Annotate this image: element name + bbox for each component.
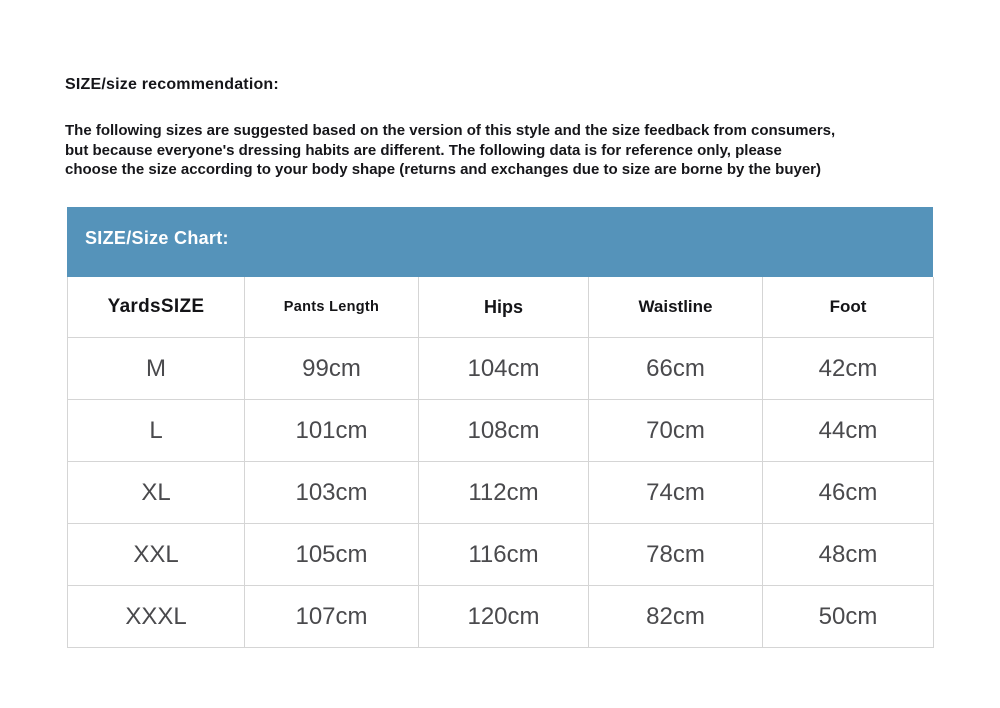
- waistline-cell: 66cm: [589, 338, 763, 400]
- waistline-cell: 74cm: [589, 462, 763, 524]
- hips-cell: 104cm: [419, 338, 589, 400]
- size-cell: M: [68, 338, 245, 400]
- waistline-cell: 78cm: [589, 524, 763, 586]
- size-cell: XXL: [68, 524, 245, 586]
- hips-cell: 120cm: [419, 586, 589, 648]
- size-recommendation-paragraph: [65, 121, 835, 180]
- pants-length-cell: 105cm: [245, 524, 419, 586]
- table-row-xxxl: [68, 586, 934, 648]
- size-chart-banner: [67, 207, 933, 277]
- column-header-waistline: Waistline: [589, 277, 763, 338]
- foot-cell: 42cm: [763, 338, 934, 400]
- hips-cell: 112cm: [419, 462, 589, 524]
- recommendation-line-1: The following sizes are suggested based on the version of this style and the size feedback from consumers,: [65, 122, 836, 139]
- size-chart-banner-title: SIZE/Size Chart:: [85, 228, 229, 248]
- foot-cell: 48cm: [763, 524, 934, 586]
- waistline-cell: 70cm: [589, 400, 763, 462]
- table-row-xxl: [68, 524, 934, 586]
- foot-cell: 44cm: [763, 400, 934, 462]
- size-cell: XXXL: [68, 586, 245, 648]
- size-cell: L: [68, 400, 245, 462]
- table-row-xl: [68, 462, 934, 524]
- size-cell: XL: [68, 462, 245, 524]
- hips-cell: 108cm: [419, 400, 589, 462]
- pants-length-cell: 107cm: [245, 586, 419, 648]
- recommendation-line-3: choose the size according to your body shape (returns and exchanges due to size are borne by the buyer): [65, 161, 822, 178]
- foot-cell: 50cm: [763, 586, 934, 648]
- foot-cell: 46cm: [763, 462, 934, 524]
- column-header-hips: Hips: [419, 277, 589, 338]
- hips-cell: 116cm: [419, 524, 589, 586]
- pants-length-cell: 103cm: [245, 462, 419, 524]
- size-recommendation-heading: SIZE/size recommendation:: [65, 76, 279, 93]
- recommendation-line-2: but because everyone's dressing habits are different. The following data is for reference only, please: [65, 141, 782, 159]
- table-row-l: [68, 400, 934, 462]
- waistline-cell: 82cm: [589, 586, 763, 648]
- pants-length-cell: 99cm: [245, 338, 419, 400]
- table-row-m: [68, 338, 934, 400]
- column-header-pants-length: Pants Length: [245, 277, 419, 338]
- size-chart-table: [67, 277, 934, 648]
- pants-length-cell: 101cm: [245, 400, 419, 462]
- table-header-row: [68, 277, 934, 338]
- column-header-foot: Foot: [763, 277, 934, 338]
- column-header-size: YardsSIZE: [68, 277, 245, 338]
